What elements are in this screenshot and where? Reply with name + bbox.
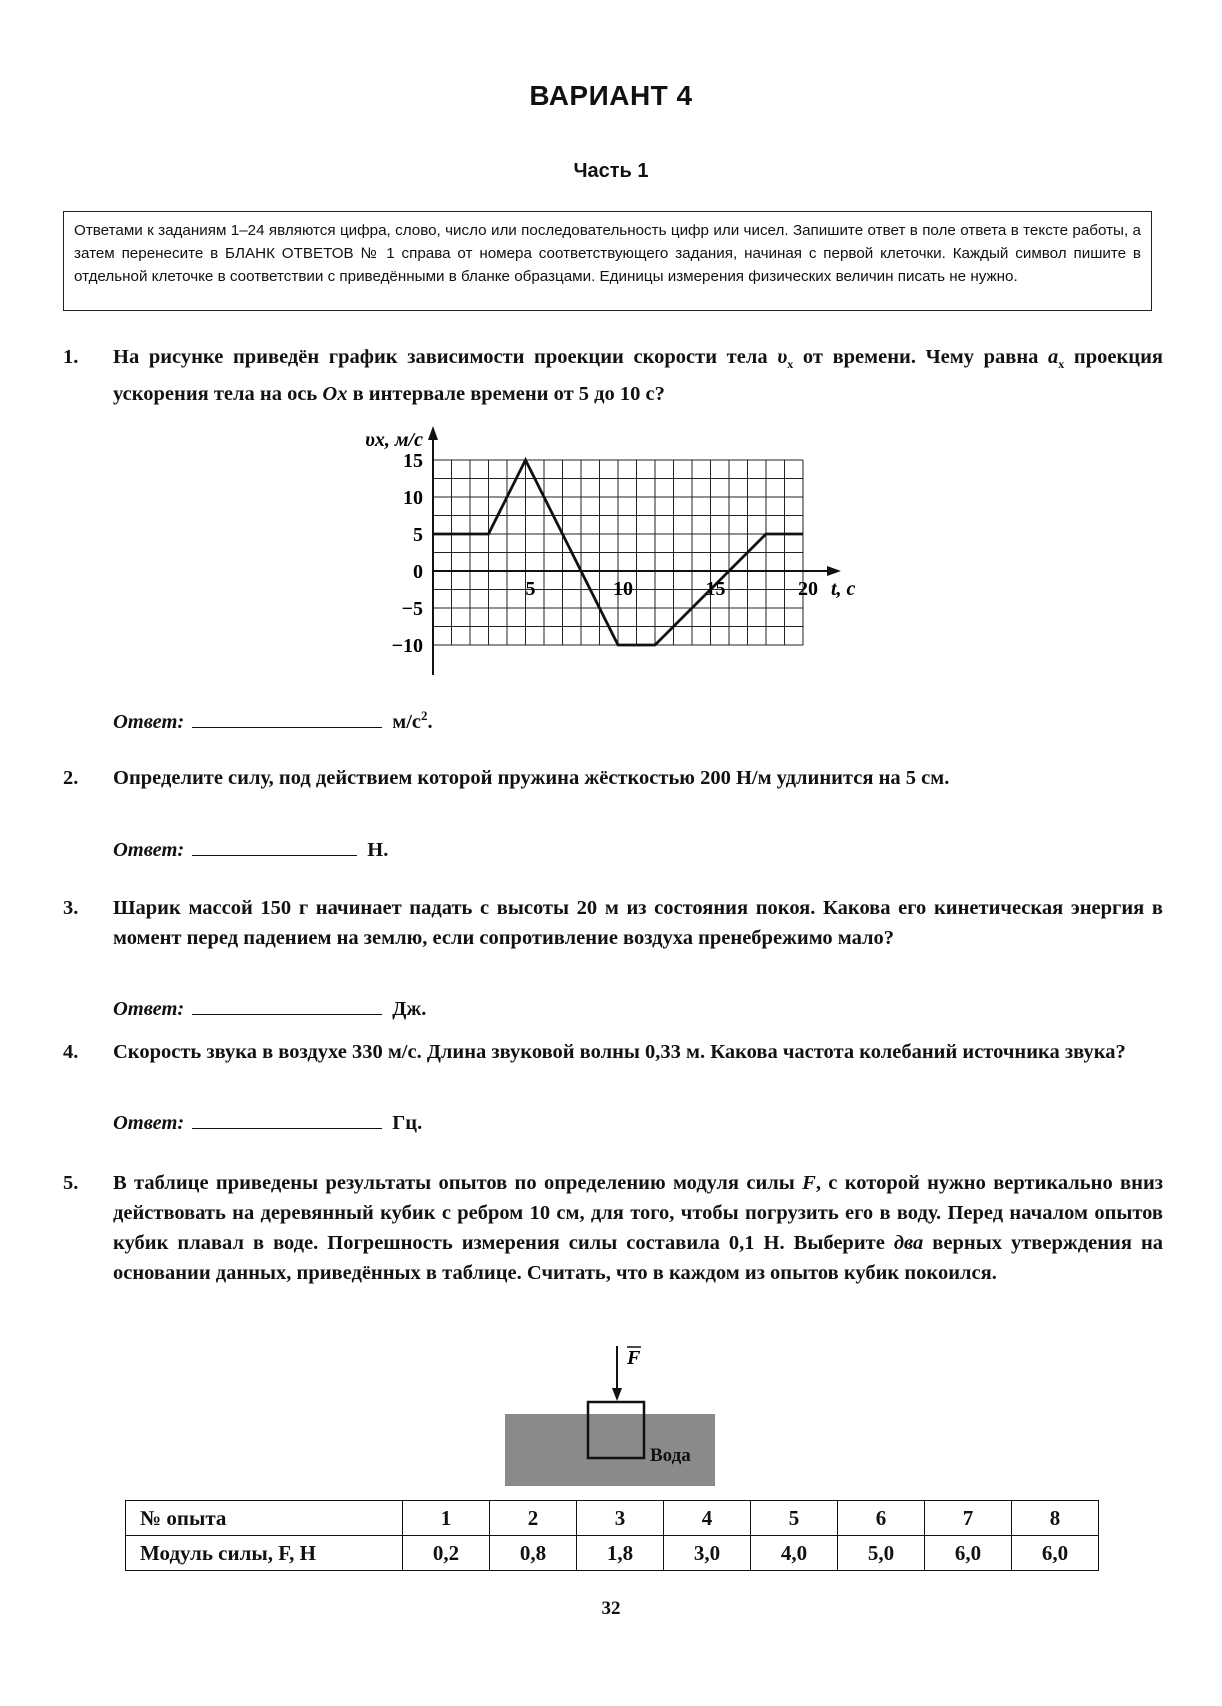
table-cell: 5 <box>751 1501 838 1536</box>
table-row <box>126 1536 1099 1571</box>
velocity-chart <box>340 420 860 695</box>
y-axis-arrow-icon <box>428 426 438 440</box>
variant-title: ВАРИАНТ 4 <box>529 80 693 111</box>
table-cell: 7 <box>925 1501 1012 1536</box>
table-cell: 6 <box>838 1501 925 1536</box>
question-3: 3. Шарик массой 150 г начинает падать с высоты 20 м из состояния покоя. Какова его кинетическая энергия в момент перед падением на землю, если сопротивление воздуха пренебрежимо мало? <box>63 893 1163 953</box>
question-text: Определите силу, под действием которой пружина жёсткостью 200 Н/м удлинится на 5 см. <box>113 767 950 789</box>
question-4: 4. Скорость звука в воздухе 330 м/с. Длина звуковой волны 0,33 м. Какова частота колебаний источника звука? <box>63 1037 1163 1067</box>
answer-3: Ответ: Дж. <box>113 998 427 1020</box>
emphasis-two: два <box>893 1232 924 1254</box>
answer-field[interactable] <box>192 1110 382 1129</box>
page-number: 32 <box>601 1598 621 1619</box>
table-cell: 6,0 <box>925 1536 1012 1571</box>
force-table <box>125 1500 1099 1571</box>
question-1 <box>63 342 1163 409</box>
force-vector: F <box>802 1172 816 1194</box>
water-label: Вода <box>650 1445 691 1466</box>
question-text: В таблице приведены результаты опытов по определению модуля силы F, с которой нужно вертикально вниз действовать на деревянный кубик с ребром 10 см, для того, чтобы погрузить его в воду. Перед началом опытов кубик плавал в воде. Погрешность измерения силы составила 0,1 Н. Выберите два верных утверждения на основании данных, приведённых в таблице. Считать, что в каждом из опытов кубик покоился. <box>113 1172 1164 1284</box>
y-tick-label: 10 <box>403 487 423 509</box>
y-tick-label: 15 <box>403 450 423 472</box>
cube-in-water-figure <box>500 1336 730 1486</box>
table-cell: 8 <box>1012 1501 1099 1536</box>
answer-field[interactable] <box>192 709 382 728</box>
table-header-cell: № опыта <box>126 1501 403 1536</box>
question-2: 2. Определите силу, под действием которой пружина жёсткостью 200 Н/м удлинится на 5 см. <box>63 763 1163 793</box>
answer-field[interactable] <box>192 837 357 856</box>
question-text: Скорость звука в воздухе 330 м/с. Длина звуковой волны 0,33 м. Какова частота колебаний источника звука? <box>113 1041 1126 1063</box>
table-row <box>126 1501 1099 1536</box>
answer-2: Ответ: Н. <box>113 839 389 861</box>
question-5: 5. В таблице приведены результаты опытов по определению модуля силы F, с которой нужно вертикально вниз действовать на деревянный кубик с ребром 10 см, для того, чтобы погрузить его в воду. Перед началом опытов кубик плавал в воде. Погрешность измерения силы составила 0,1 Н. Выберите два верных утверждения на основании данных, приведённых в таблице. Считать, что в каждом из опытов кубик покоился. <box>63 1168 1163 1288</box>
force-label: F <box>627 1347 641 1369</box>
y-tick-label: 5 <box>413 524 423 546</box>
y-tick-label: −10 <box>391 635 423 657</box>
x-tick-label: 10 <box>613 578 633 600</box>
table-cell: 1,8 <box>577 1536 664 1571</box>
y-tick-label: −5 <box>401 598 423 620</box>
table-cell: 3,0 <box>664 1536 751 1571</box>
y-axis-label: υx, м/с <box>365 429 423 451</box>
x-axis-label: t, c <box>831 578 856 600</box>
answer-4: Ответ: Гц. <box>113 1112 423 1134</box>
force-arrowhead-icon <box>612 1388 622 1401</box>
table-header-cell: Модуль силы, F, Н <box>126 1536 403 1571</box>
answer-1: Ответ: $м/с^2$. <box>113 708 433 733</box>
table-cell: 3 <box>577 1501 664 1536</box>
instructions-box: Ответами к заданиям 1–24 являются цифра, слово, число или последовательность цифр или чисел. Запишите ответ в поле ответа в тексте работы, а затем перенесите в БЛАНК ОТВЕТОВ № 1 справа от номера соответствующего задания, начиная с первой клеточки. Каждый символ пишите в отдельной клеточке в соответствии с приведёнными в бланке образцами. Единицы измерения физических величин писать не нужно. <box>63 211 1152 311</box>
table-cell: 0,2 <box>403 1536 490 1571</box>
x-axis-arrow-icon <box>827 566 841 576</box>
question-text: Шарик массой 150 г начинает падать с высоты 20 м из состояния покоя. Какова его кинетическая энергия в момент перед падением на землю, если сопротивление воздуха пренебрежимо мало? <box>113 897 1163 949</box>
table-cell: 0,8 <box>490 1536 577 1571</box>
table-cell: 6,0 <box>1012 1536 1099 1571</box>
part-title: Часть 1 <box>573 160 649 182</box>
table-cell: 4,0 <box>751 1536 838 1571</box>
table-cell: 2 <box>490 1501 577 1536</box>
y-tick-label: 0 <box>413 561 423 583</box>
x-tick-label: 20 <box>798 578 818 600</box>
table-cell: 1 <box>403 1501 490 1536</box>
velocity-chart-svg <box>340 420 860 695</box>
question-number: 1. <box>63 346 79 368</box>
question-text: На рисунке приведён график зависимости проекции скорости тела $\upsilon_x$ от времени. Чему равна $a_x$ проекция ускорения тела на ось Ox в интервале времени от 5 до 10 с? <box>113 346 1164 406</box>
x-tick-label: 5 <box>525 578 536 600</box>
x-tick-label: 15 <box>705 578 726 600</box>
table-cell: 5,0 <box>838 1536 925 1571</box>
cube-figure-svg <box>500 1336 730 1486</box>
answer-field[interactable] <box>192 996 382 1015</box>
table-cell: 4 <box>664 1501 751 1536</box>
